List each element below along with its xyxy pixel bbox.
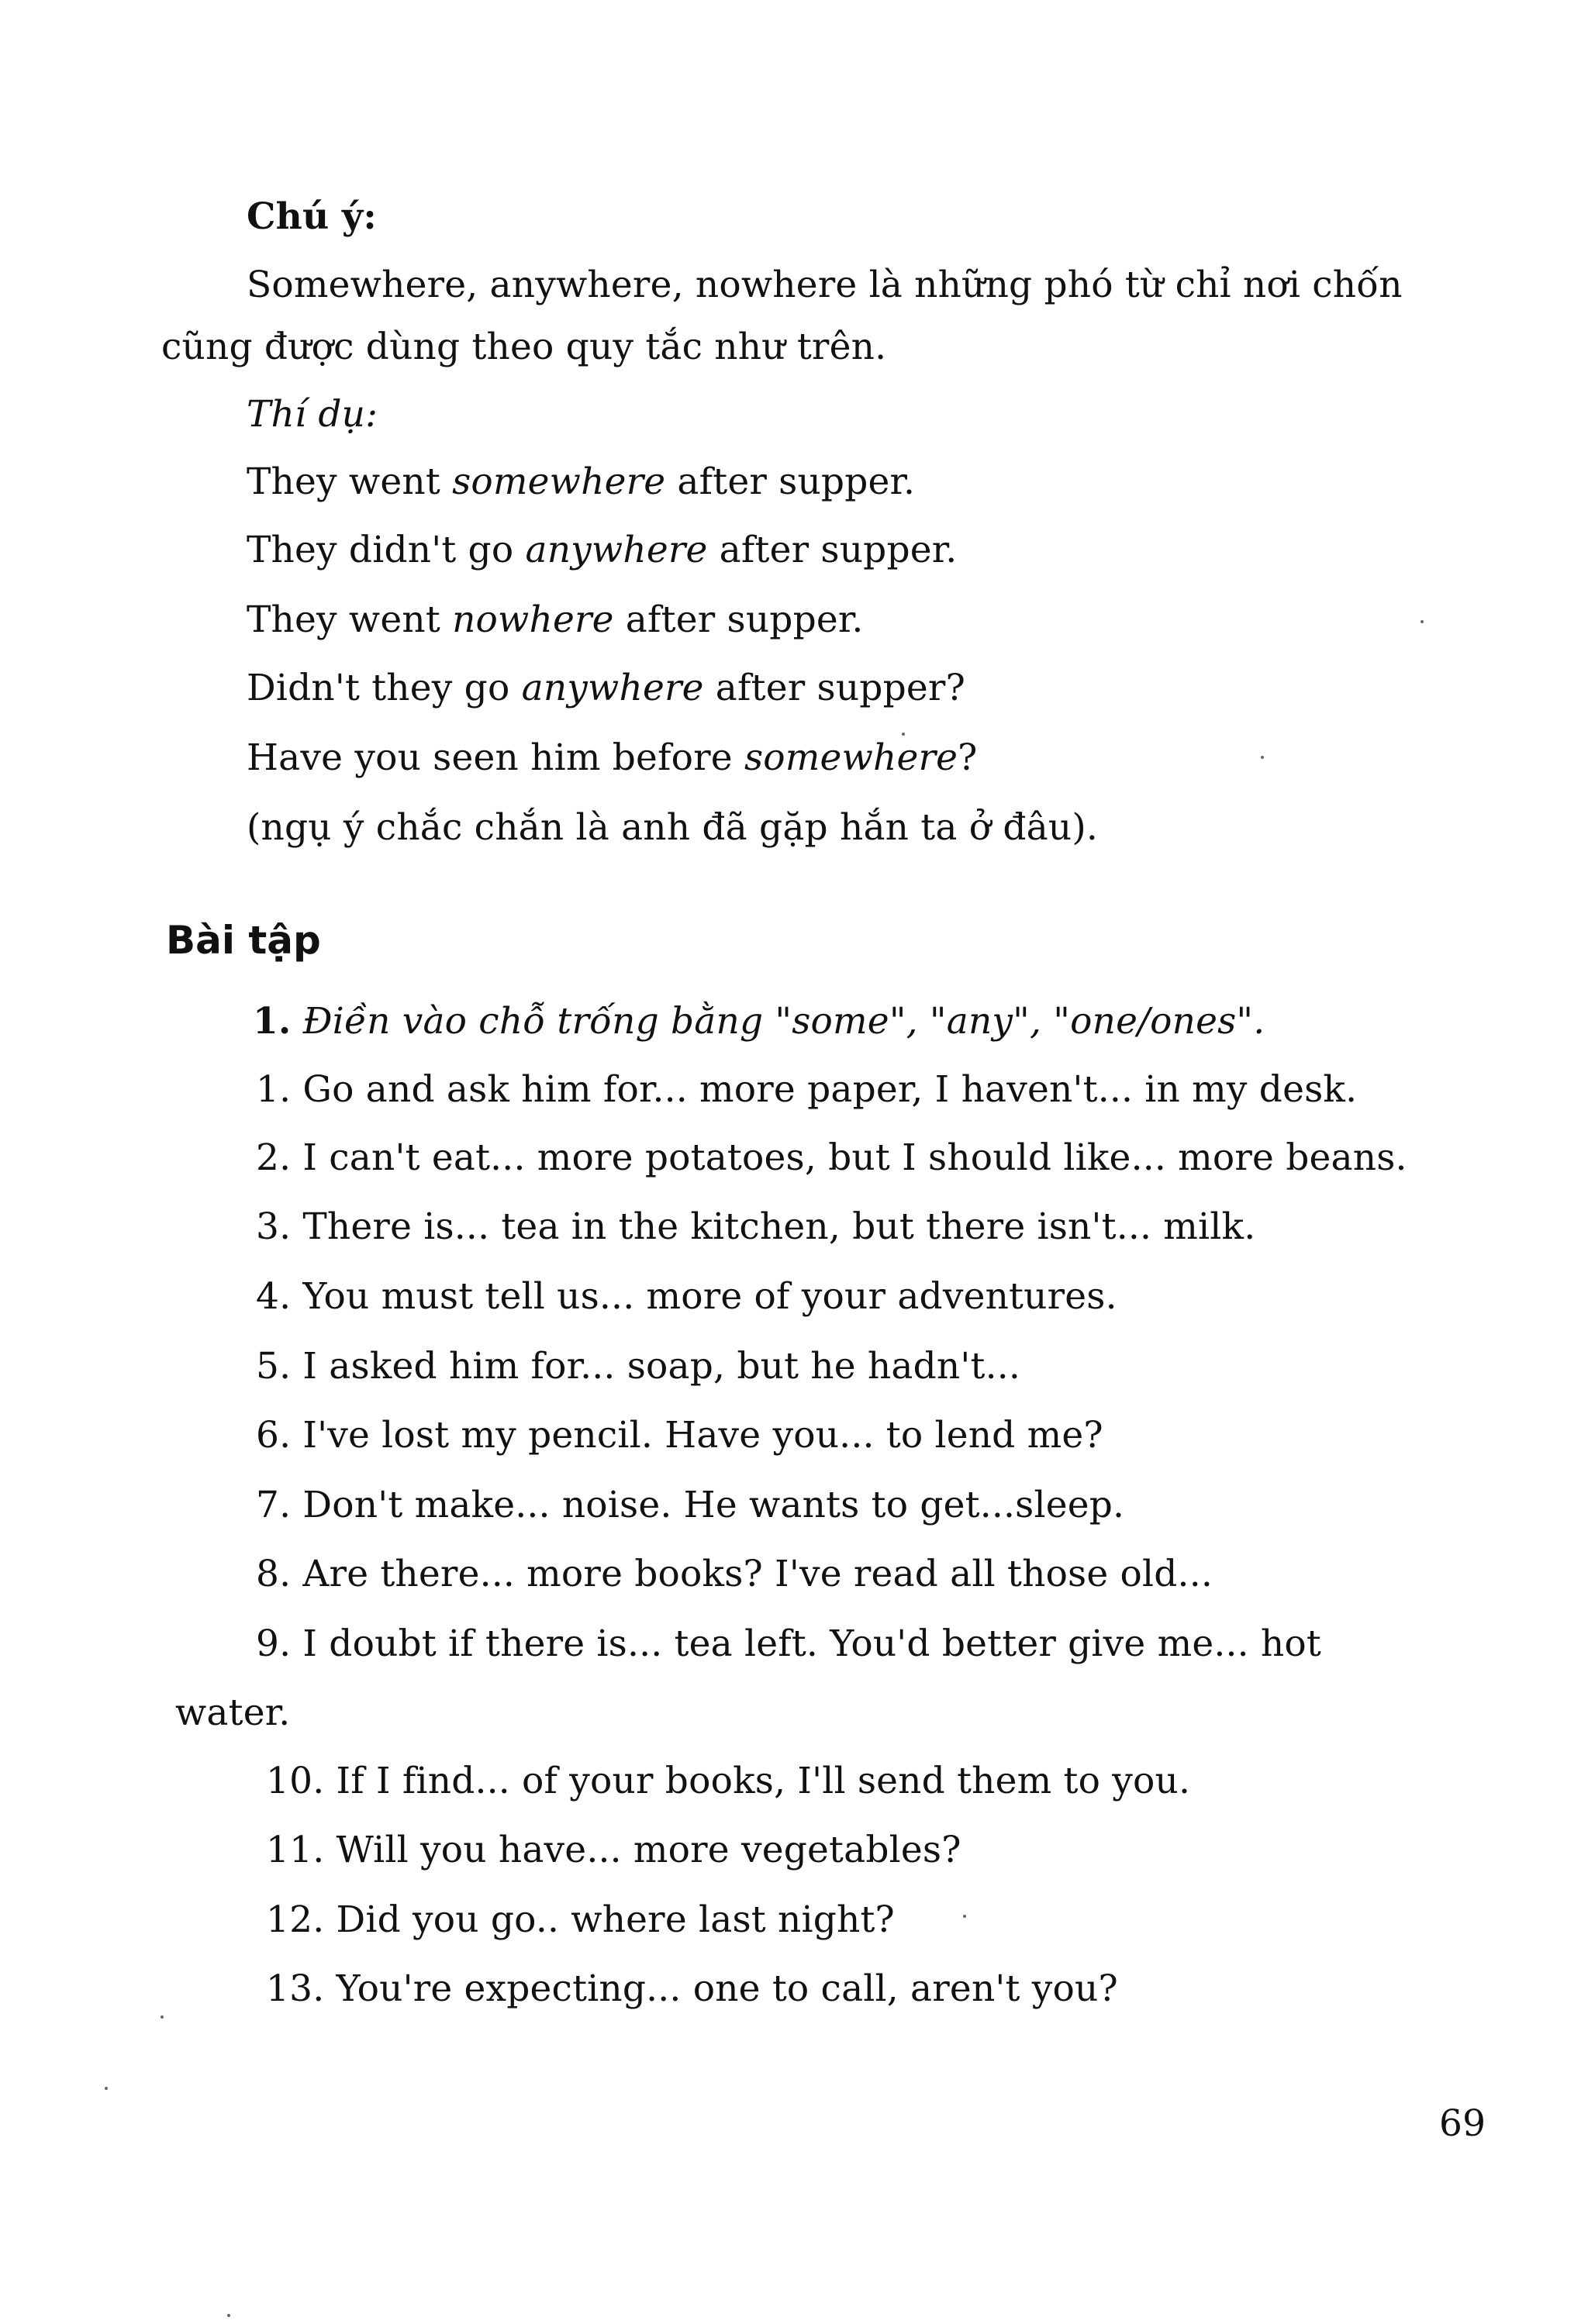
exercise-item: 10. If I find... of your books, I'll send them to you. (266, 1760, 1191, 1802)
exercise-item: 1. Go and ask him for... more paper, I haven't... in my desk. (256, 1068, 1358, 1111)
exercise-heading: Bài tập (166, 918, 321, 963)
note-line-2: cũng được dùng theo quy tắc như trên. (161, 326, 887, 368)
scan-speck (963, 1915, 966, 1918)
scan-speck (105, 2087, 108, 2090)
example-adverb: nowhere (452, 598, 614, 641)
example-text-before: They went (247, 598, 453, 641)
example-text-before: Have you seen him before (247, 736, 744, 779)
example-line-5 (247, 735, 978, 781)
example-text-after: after supper. (665, 460, 916, 503)
exercise-task (253, 998, 1265, 1045)
scan-speck (227, 2314, 230, 2317)
example-adverb: anywhere (525, 529, 708, 571)
example-adverb: somewhere (452, 460, 666, 503)
example-text-before: Didn't they go (247, 667, 522, 709)
example-text-after: after supper. (613, 598, 864, 641)
scan-speck (902, 733, 905, 736)
exercise-item: 3. There is... tea in the kitchen, but there isn't... milk. (256, 1205, 1256, 1248)
example-comment: (ngụ ý chắc chắn là anh đã gặp hắn ta ở đâu). (247, 806, 1099, 849)
example-line-3 (247, 597, 864, 643)
example-text-after: after supper. (707, 529, 958, 571)
example-adverb: somewhere (744, 736, 958, 779)
task-number: 1. (253, 1000, 292, 1043)
exercise-item: 2. I can't eat... more potatoes, but I should like... more beans. (256, 1136, 1407, 1179)
example-line-2 (247, 527, 957, 574)
exercise-item: 12. Did you go.. where last night? (266, 1898, 895, 1941)
example-adverb: anywhere (521, 667, 704, 709)
exercise-item: 4. You must tell us... more of your adventures. (256, 1275, 1117, 1318)
exercise-item: 9. I doubt if there is... tea left. You'd better give me... hot (256, 1622, 1321, 1665)
exercise-item: 13. You're expecting... one to call, aren't you? (266, 1967, 1118, 2010)
exercise-item: 7. Don't make... noise. He wants to get...sleep. (256, 1484, 1125, 1526)
exercise-item: 11. Will you have... more vegetables? (266, 1829, 961, 1871)
task-instruction: Điền vào chỗ trống bằng "some", "any", "one/ones". (302, 1000, 1265, 1043)
exercise-item: 8. Are there... more books? I've read all those old... (256, 1553, 1213, 1595)
example-line-4 (247, 665, 965, 712)
example-text-after: after supper? (703, 667, 965, 709)
example-text-after: ? (958, 736, 978, 779)
scan-speck (161, 2015, 164, 2019)
note-line-1: Somewhere, anywhere, nowhere là những phó từ chỉ nơi chốn (247, 264, 1403, 306)
exercise-item-continuation: water. (175, 1691, 291, 1734)
example-text-before: They didn't go (247, 529, 526, 571)
note-title: Chú ý: (247, 195, 377, 238)
example-text-before: They went (247, 460, 453, 503)
scan-speck (1421, 620, 1424, 623)
example-label: Thí dụ: (247, 393, 378, 436)
exercise-item: 5. I asked him for... soap, but he hadn't... (256, 1345, 1021, 1388)
scan-speck (1261, 756, 1264, 759)
example-line-1 (247, 459, 915, 505)
page-number: 69 (1439, 2102, 1486, 2145)
exercise-item: 6. I've lost my pencil. Have you... to lend me? (256, 1414, 1103, 1457)
